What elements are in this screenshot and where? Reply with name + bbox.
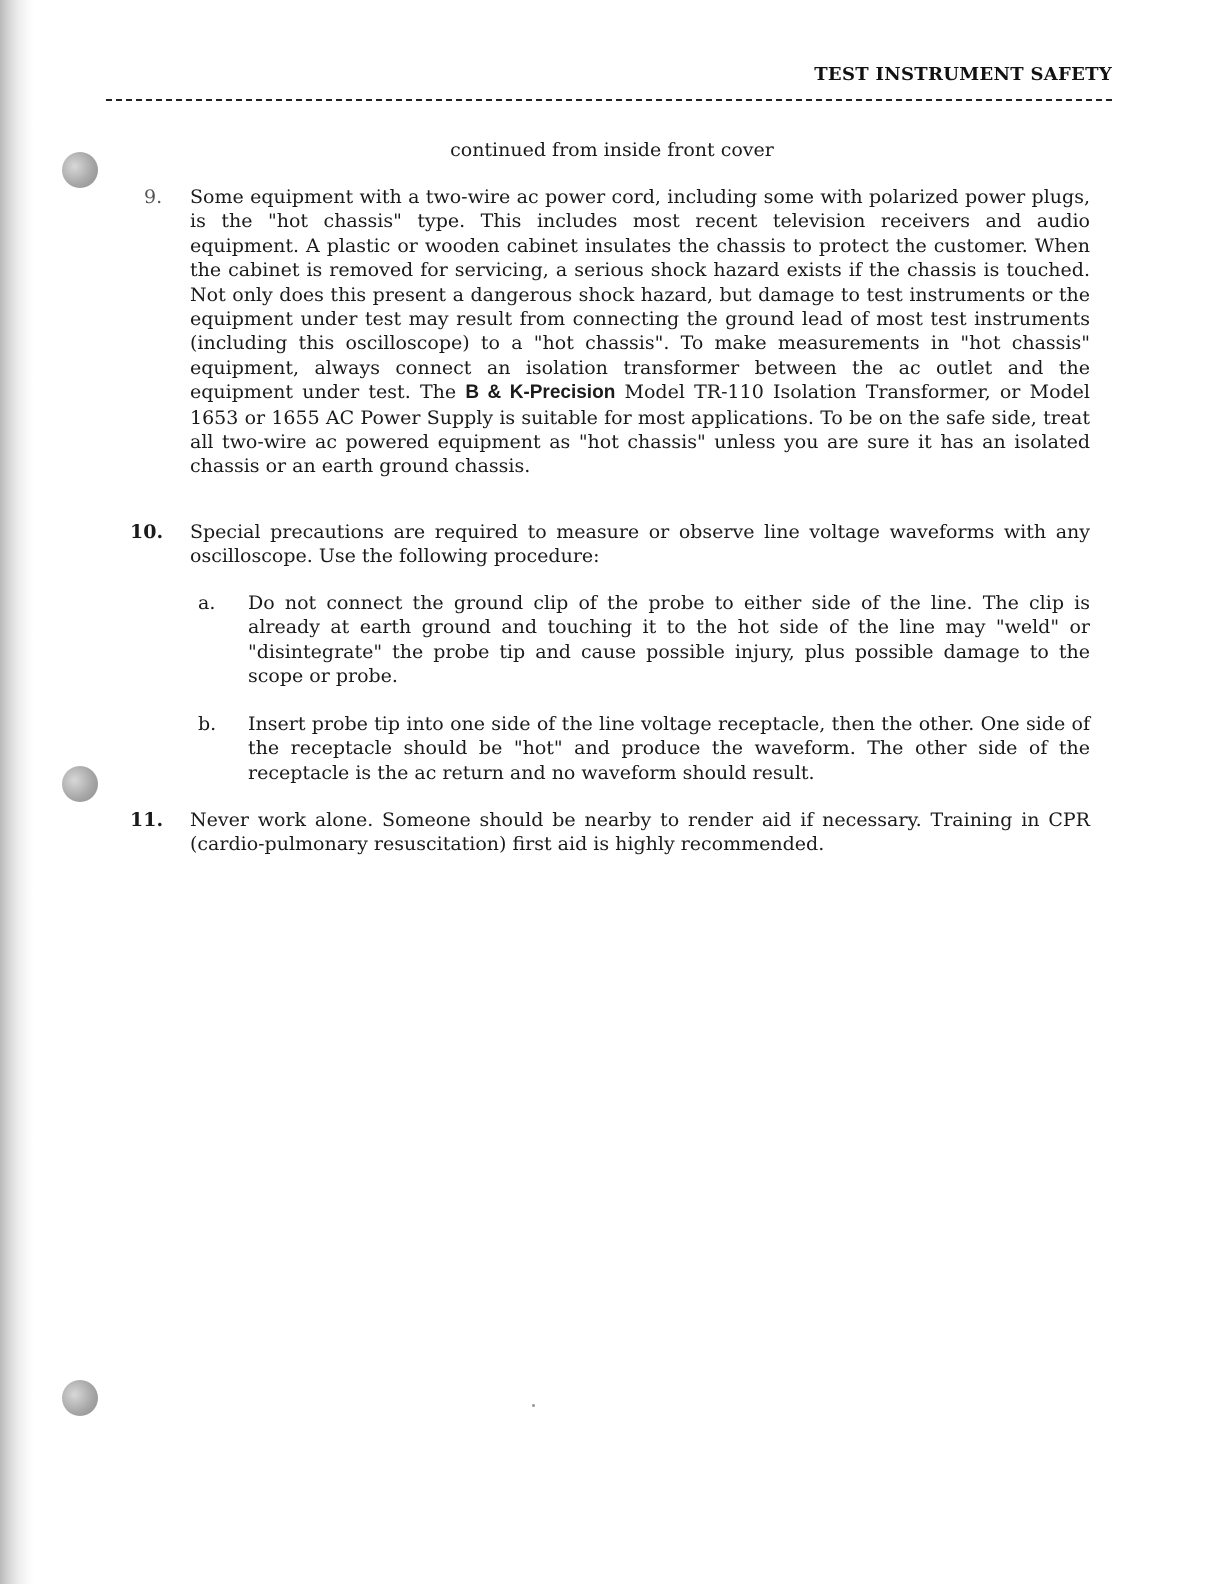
procedure-step-a [198,591,1090,689]
procedure-step-b [198,712,1090,785]
punch-hole-bottom [62,1380,98,1416]
continued-note: continued from inside front cover [450,139,774,161]
binding-edge-shadow [0,0,34,1584]
item-text [190,185,1090,479]
item-number: 11. [130,809,164,831]
step-letter: b. [198,713,217,735]
step-letter: a. [198,592,216,614]
punch-hole-middle [62,766,98,802]
step-text: Insert probe tip into one side of the line voltage receptacle, then the other. One side of the receptacle should be "hot" and produce the waveform. The other side of the receptacle is the ac return and no waveform should result. [248,713,1090,784]
item-text-part: Some equipment with a two-wire ac power cord, including some with polarized power plugs, is the "hot chassis" type. This includes most recent television receivers and audio equipment. A plastic or wooden cabinet insulates the chassis to protect the customer. When the cabinet is removed for servicing, a serious shock hazard exists if the chassis is touched. Not only does this present a dangerous shock hazard, but damage to test instruments or the equipment under test may result from connecting the ground lead of most test instruments (including this oscilloscope) to a "hot chassis". To make measurements in "hot chassis" equipment, always connect an isolation transformer between the ac outlet and the equipment under test. The [190,186,1090,404]
safety-item-10 [130,520,1090,569]
safety-item-9 [130,185,1090,479]
running-header: TEST INSTRUMENT SAFETY [814,64,1112,85]
safety-item-11 [130,808,1090,857]
header-divider [106,99,1112,101]
item-text: Special precautions are required to measure or observe line voltage waveforms with any oscilloscope. Use the following procedure: [190,521,1090,568]
brand-name: B & K-Precision [465,382,616,404]
scan-speck [532,1404,535,1407]
item-number: 10. [130,521,164,543]
item-text-part: Model TR-110 Isolation Transformer, or Model 1653 or 1655 AC Power Supply is suitable for most applications. To be on the safe side, treat all two-wire ac powered equipment as "hot chassis" unless you are sure it has an isolated chassis or an earth ground chassis. [190,381,1090,478]
item-text: Never work alone. Someone should be nearby to render aid if necessary. Training in CPR (cardio-pulmonary resuscitation) first aid is highly recommended. [190,809,1090,856]
step-text: Do not connect the ground clip of the probe to either side of the line. The clip is already at earth ground and touching it to the hot side of the line may "weld" or "disintegrate" the probe tip and cause possible injury, plus possible damage to the scope or probe. [248,592,1090,688]
item-number: 9. [144,186,163,208]
